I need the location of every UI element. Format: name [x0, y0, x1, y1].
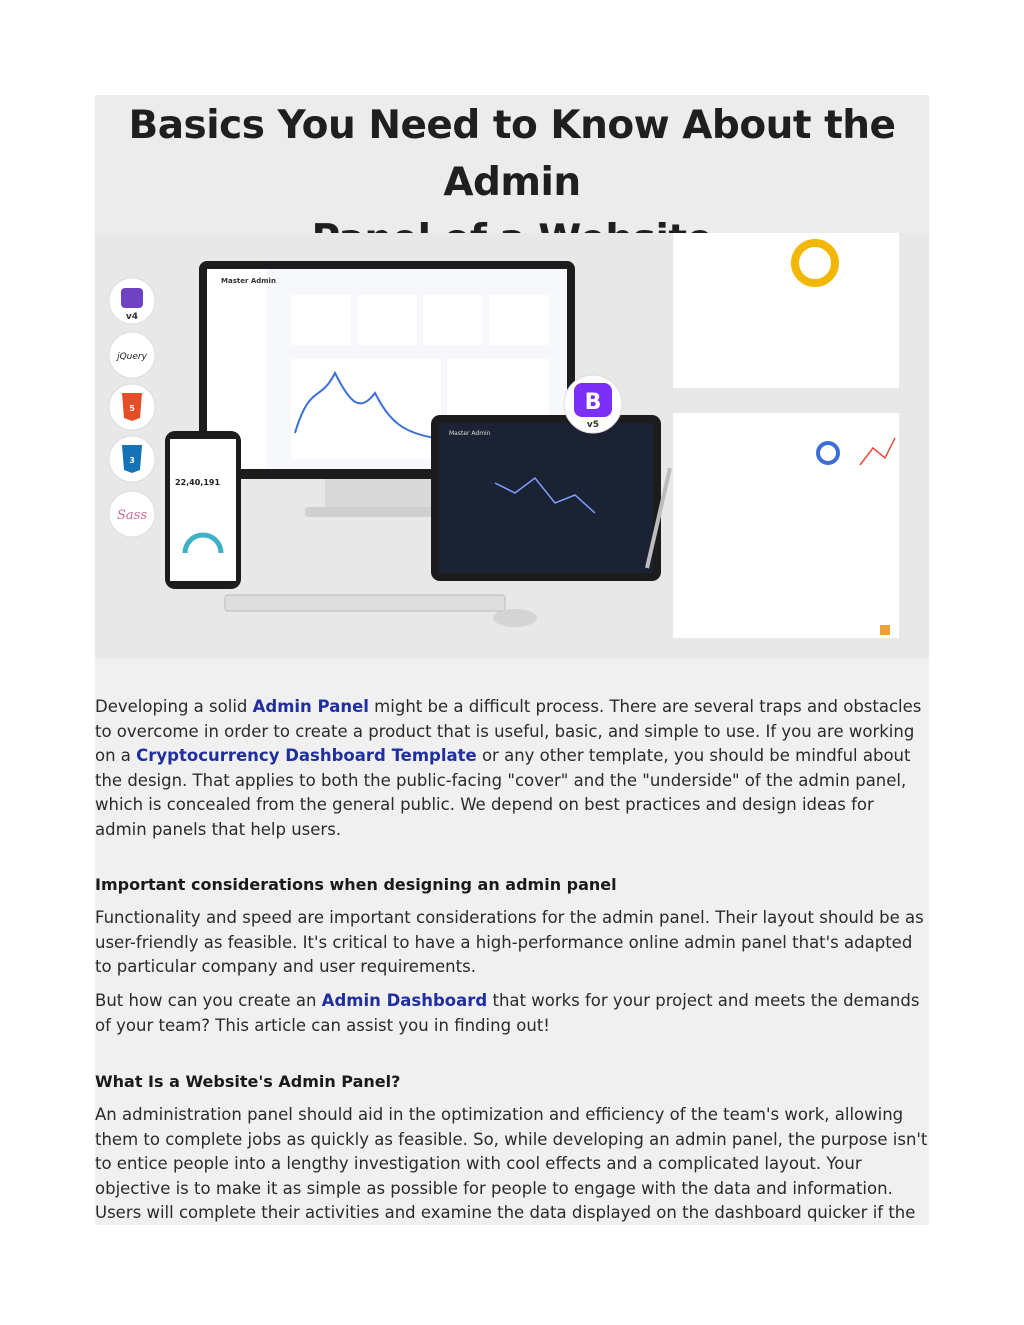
crypto-dashboard-link[interactable]: Cryptocurrency Dashboard Template	[136, 746, 477, 765]
bootstrap-version: v5	[586, 420, 600, 430]
badge-v4-label: v4	[125, 312, 139, 322]
monitor-brand: Master Admin	[221, 277, 276, 285]
intro-text-2: might be a difficult process. There are several traps and obstacles to overcome in order to create a product that is useful, basic, and simple to use. If you are working on a	[95, 697, 922, 765]
how-to-text-2: that works for your project and meets the demands of your team? This article can assist you in finding out!	[95, 991, 920, 1035]
badge-jquery-label: jQuery	[117, 352, 147, 362]
admin-panel-link[interactable]: Admin Panel	[252, 697, 369, 716]
admin-dashboard-link[interactable]: Admin Dashboard	[321, 991, 488, 1010]
title-line-1: Basics You Need to Know About the Admin	[128, 103, 896, 205]
paragraph-functionality: Functionality and speed are important considerations for the admin panel. Their layout should be as user-friendly as feasible. It's critical to have a high-performance online admin panel that's adapted to particular company and user requirements.	[95, 908, 924, 976]
document-page	[95, 95, 929, 1225]
section-heading-what-is: What Is a Website's Admin Panel?	[95, 1072, 401, 1091]
badge-sass-label: Sass	[117, 508, 147, 523]
bootstrap-letter: B	[584, 390, 602, 415]
how-to-text-1: But how can you create an	[95, 991, 322, 1010]
bootstrap-badge	[564, 375, 622, 433]
paragraph-users: Users will complete their activities and examine the data displayed on the dashboard quicker if the	[95, 1203, 916, 1222]
admin-devices-illustration	[95, 233, 929, 659]
intro-text-3: or any other template, you should be mindful about the design. That applies to both the public-facing "cover" and the "underside" of the admin panel, which is concealed from the general public. We depend on best practices and design ideas for admin panels that help users.	[95, 746, 911, 839]
section-heading-considerations: Important considerations when designing an admin panel	[95, 875, 617, 894]
paragraph-how-to	[95, 989, 929, 1038]
svg-text:3: 3	[129, 456, 135, 465]
phone	[165, 431, 241, 589]
mouse	[493, 609, 537, 627]
tablet	[431, 415, 661, 581]
dashboard-screenshots	[673, 233, 899, 638]
svg-text:5: 5	[129, 404, 135, 413]
tablet-brand: Master Admin	[449, 430, 491, 437]
paragraph-purpose: An administration panel should aid in the optimization and efficiency of the team's work, allowing them to complete jobs as quickly as feasible. So, while developing an admin panel, the purpose isn't to entice people into a lengthy investigation with cool effects and a complicated layout. Your objective is to make it as simple as possible for people to engage with the data and information.	[95, 1105, 928, 1198]
paragraph-intro	[95, 695, 929, 842]
tech-badges	[109, 278, 155, 537]
phone-value: 22,40,191	[175, 478, 221, 487]
hero-image	[95, 233, 929, 659]
page-title	[95, 95, 929, 235]
keyboard	[225, 595, 505, 611]
intro-text-1: Developing a solid	[95, 697, 253, 716]
